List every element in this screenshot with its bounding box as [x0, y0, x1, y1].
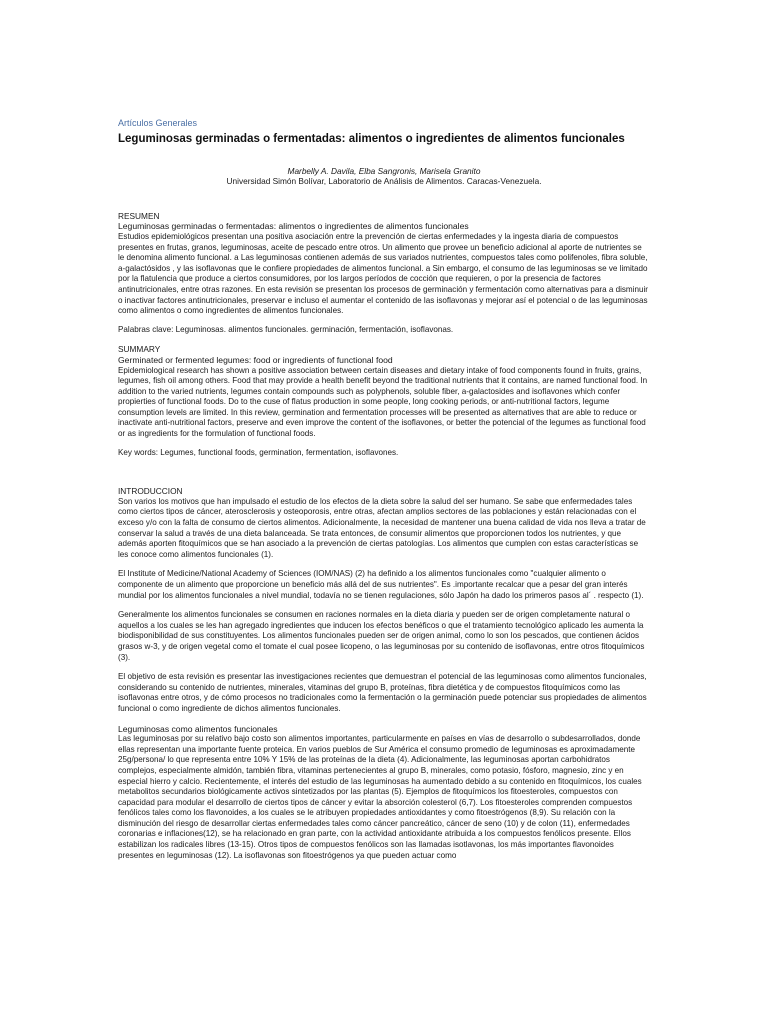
resumen-keywords: Palabras clave: Leguminosas. alimentos funcionales. germinación, fermentación, isoflavonas.	[118, 324, 454, 334]
affiliation: Universidad Simón Bolívar, Laboratorio de Análisis de Alimentos. Caracas-Venezuela.	[226, 176, 542, 187]
leguminosas-section	[118, 724, 650, 862]
section-link[interactable]: Artículos Generales	[118, 118, 198, 128]
introduccion-heading: INTRODUCCION	[118, 486, 183, 497]
introduccion-paragraph-1: Son varios los motivos que han impulsado el estudio de los efectos de la dieta sobre la salud del ser humano. Se sabe que enfermedades tales como ciertos tipos de cáncer, aterosclerosis y osteoporosis, entre otras, afectan amplios sectores de las poblaciones y están relacionadas con el exceso y/o con la falta de consumo de ciertos alimentos. Adicionalmente, la necesidad de mantener una buena calidad de vida nos lleva a tratar de conservar la salud a través de una dieta balanceada. Se trata entonces, de consumir alimentos que proporcionen todos los nutrientes, y que además aporten fitoquímicos que se han asociado a la prevención de ciertas patologías. Los alimentos que cumplen con estas características se les conoce como alimentos funcionales (1).	[118, 496, 646, 559]
article	[118, 118, 650, 861]
summary-body: Epidemiological research has shown a positive association between certain diseases and dietary intake of food components found in fruits, grains, legumes, fish oil among others. Food that may provide a health benefit beyond the traditional nutrients that it contains, are named functional food. In addition to the varied nutrients, legumes contain compounds such as polyphenols, soluble fiber, a-galactosides and isoflavones which confer propierties of functional foods. Do to the cuse of flatus production in some people, long cooking periods, or anti-nutritional factors, legume consumption levels are limited. In this review, germination and fermentation processes will be presented as alternatives that are able to reduce or inactivate anti-nutritional factors, preserve and even improve the content of the isoflavones, or better the potencial of the legumes as functional food or as ingredients for the formulation of functional foods.	[118, 365, 648, 439]
article-title: Leguminosas germinadas o fermentadas: alimentos o ingredientes de alimentos funcionales	[118, 132, 625, 145]
introduccion-section	[118, 486, 650, 714]
authors: Marbelly A. Davila, Elba Sangronis, Marisela Granito	[287, 165, 481, 176]
resumen-section	[118, 211, 650, 336]
resumen-subtitle: Leguminosas germinadas o fermentadas: alimentos o ingredientes de alimentos funcionales	[118, 221, 469, 232]
resumen-body: Estudios epidemiológicos presentan una positiva asociación entre la prevención de ciertas enfermedades y la ingesta diaria de compuestos presentes en frutas, granos, leguminosas, aceite de pescado entre otros. Un alimento que provee un beneficio adicional al aporte de nutrientes se le denomina alimento funcional. a Las leguminosas contienen además de sus variados nutrientes, compuestos tales como polifenoles, fibra soluble, a-galactósidos , y las isoflavonas que le confiere propiedades de alimentos funcional. a Sin embargo, el consumo de las leguminosas se ve limitado por la flatulencia que produce a ciertos consumidores, por los largos períodos de cocción que requieren, o por la presencia de factores antinutricionales, entre otras razones. En esta revisión se presentan los procesos de germinación y fermentación como alternativas para a disminuir o inactivar factores antinutricionales, preservar e incluso el aumentar el contenido de las isoflavonas y mejorar así el potencial o de las leguminosas como alimentos o como ingredientes de alimentos funcionales.	[118, 231, 648, 316]
leguminosas-heading: Leguminosas como alimentos funcionales	[118, 723, 278, 734]
introduccion-paragraph-4: El objetivo de esta revisión es presentar las investigaciones recientes que demuestran el potencial de las leguminosas como alimentos funcionales, considerando su contenido de nutrientes, minerales, vitaminas del grupo B, proteínas, fibra dietética y de compuestos fitoquímicos como las isoflavonas entre otros, y de cómo procesos no tradicionales como la fermentación o la germinación puede potenciar sus propiedades de alimentos funcional o como ingrediente de dichos alimentos funcionales.	[118, 672, 647, 713]
introduccion-paragraph-2: El Institute of Medicine/National Academy of Sciences (IOM/NAS) (2) ha definido a los alimentos funcionales como "cualquier alimento o componente de un alimento que proporcione un beneficio más allá del de sus nutrientes". Es .importante recalcar que a pesar del gran interés mundial por los alimentos funcionales a nivel mundial, todavía no se tienen regulaciones, sólo Japón ha dado los primeros pasos al´ . respecto (1).	[118, 569, 644, 600]
summary-section	[118, 344, 650, 458]
leguminosas-body: Las leguminosas por su relativo bajo costo son alimentos importantes, particularmente en países en vías de desarrollo o subdesarrollados, donde ellas representan una importante fuente proteica. En varios pueblos de Sur América el consumo promedio de leguminosas es aproximadamente 25g/persona/ lo que representa entre 10% Y 15% de las proteínas de la dieta (4). Adicionalmente, las leguminosas aportan carbohidratos complejos, especialmente almidón, también fibra, vitaminas pertenecientes al grupo B, minerales, como potasio, fósforo, magnesio, zinc y en especial hierro y calcio. Recientemente, el interés del estudio de las leguminosas ha aumentado debido a su contenido en fitoquímicos, los cuales metabolitos secundarios biológicamente activos sintetizados por las plantas (5). Ejemplos de fitoquímicos los fitoesteroles, compuestos con capacidad para modular el desarrollo de ciertos tipos de cáncer y evitar la absorción colesterol (6,7). Los fitoesteroles comprenden compuestos fenólicos tales como los flavonoides, a los cuales se le atribuyen propiedades antioxidantes y como fitoestrógenos (8,9). Su relación con la disminución del riesgo de desarrollar ciertas enfermedades tales como cáncer pancreático, cáncer de seno (10) y de colon (11), enfermedades coronarias e inflaciones(12), se ha relacionado en gran parte, con la actividad antioxidante atribuida a los compuestos fenólicos presente. Ellos estabilizan los radicales libres (13-15). Otros tipos de compuestos fenólicos son las llamadas isotlavonas, los más importantes flavonoides presentes en leguminosas (12). La isoflavonas son fitoestrógenos ya que pueden actuar como	[118, 734, 642, 860]
summary-keywords: Key words: Legumes, functional foods, germination, fermentation, isoflavones.	[118, 447, 399, 457]
resumen-heading: RESUMEN	[118, 210, 160, 221]
introduccion-paragraph-3: Generalmente los alimentos funcionales se consumen en raciones normales en la dieta diaria y pueden ser de origen completamente natural o aquellos a los cuales se les han agregado ingredientes que inducen los efectos benéficos o que el tratamiento tecnológico aplicado les aumenta la biodisponibilidad de sus constituyentes. Los alimentos funcionales pueden ser de origen animal, como lo son los pescados, que contienen ácidos grasos w-3, y de origen vegetal como el tomate el cual posee licopeno, o las leguminosas por su contenido de isoflavonas, entre otros fitoquímicos (3).	[118, 610, 645, 662]
summary-heading: SUMMARY	[118, 344, 161, 355]
summary-subtitle: Germinated or fermented legumes: food or ingredients of functional food	[118, 354, 393, 365]
